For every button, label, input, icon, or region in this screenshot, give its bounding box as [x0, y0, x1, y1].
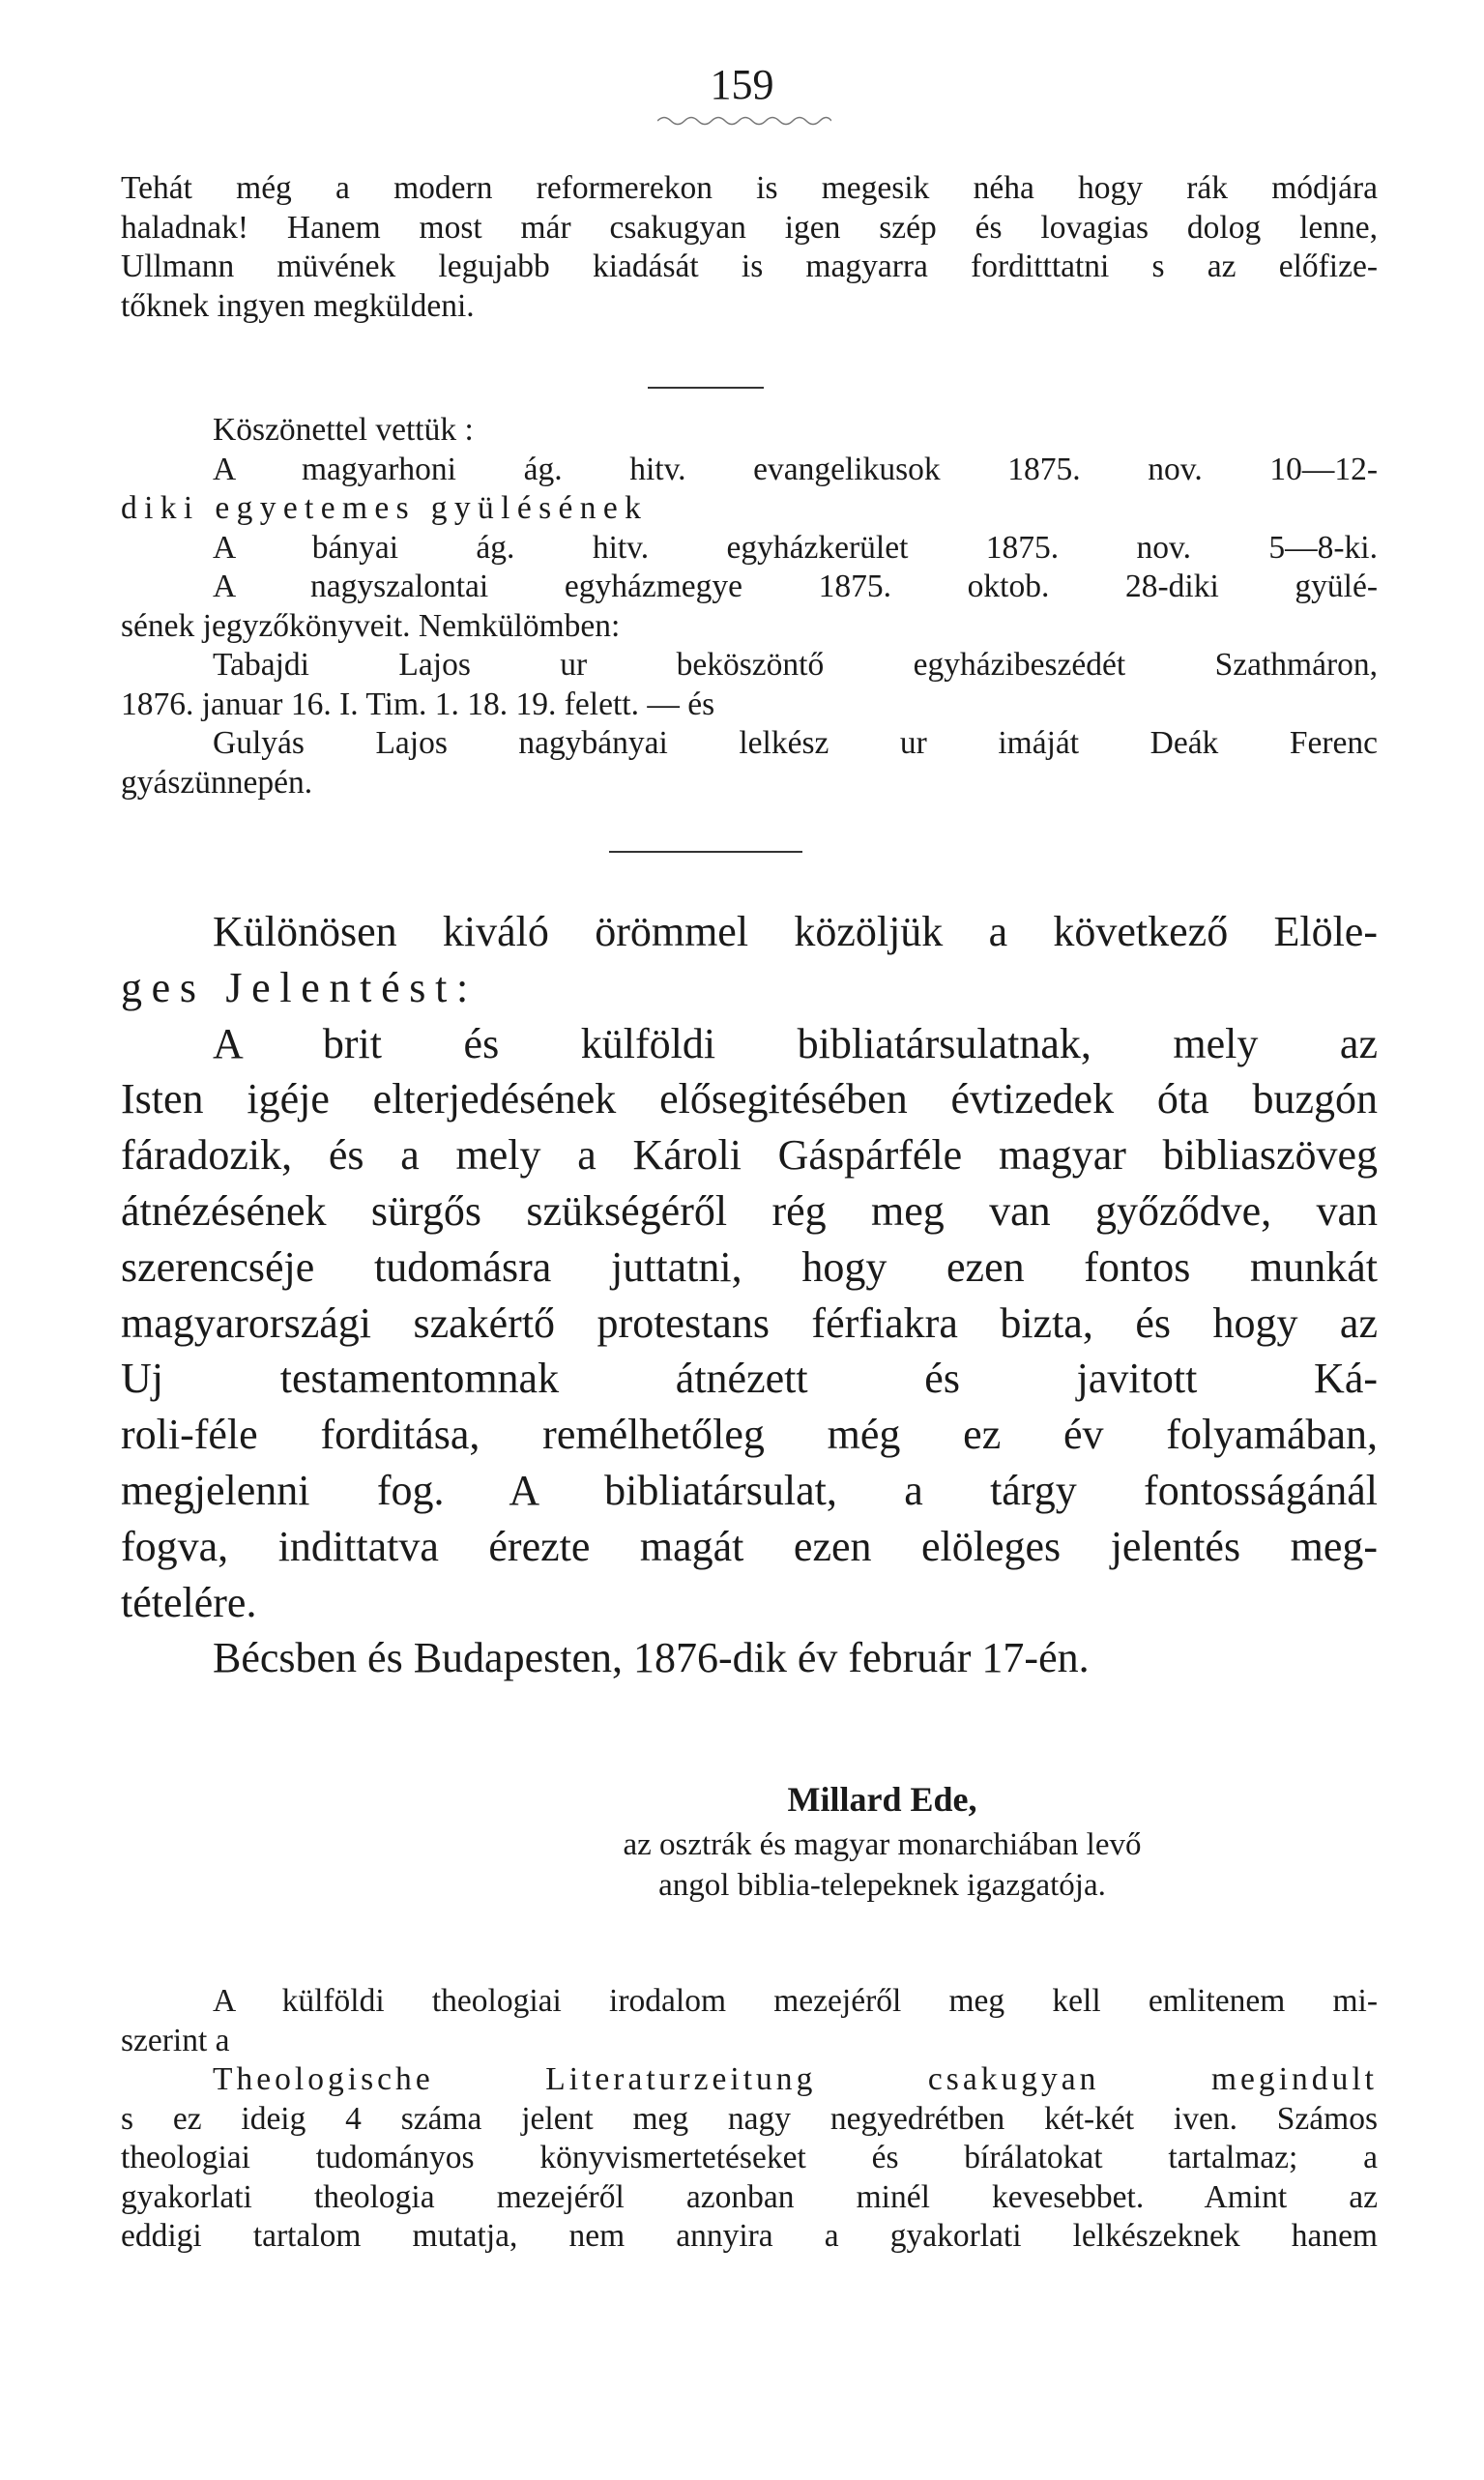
- text-line: Tabajdi Lajos ur beköszöntő egyházibeszédét Szathmáron,: [213, 647, 1378, 683]
- text-line: roli-féle forditása, remélhetőleg még ez év folyamában,: [121, 1411, 1378, 1459]
- thanks-section: [121, 411, 1378, 802]
- text-line: Uj testamentomnak átnézett és javitott Ká-: [121, 1355, 1378, 1403]
- text-line: átnézésének sürgős szükségéről rég meg van győződve, van: [121, 1186, 1378, 1235]
- text-line: megjelenni fog. A bibliatársulat, a tárgy fontosságánál: [121, 1466, 1378, 1514]
- text-line: szerint a: [121, 2022, 230, 2058]
- thanks-heading: Köszönettel vettük :: [213, 412, 474, 448]
- text-line: fogva, indittatva érezte magát ezen elöleges jelentés meg-: [121, 1522, 1378, 1570]
- report-section: [121, 904, 1378, 1686]
- text-line: A külföldi theologiai irodalom mezejéről meg kell emlitenem mi-: [213, 1983, 1378, 2019]
- signature-title: angol biblia-telepeknek igazgatója.: [658, 1868, 1106, 1903]
- final-paragraph: [121, 1982, 1378, 2257]
- intro-paragraph: [121, 169, 1378, 326]
- text-line: gyászünnepén.: [121, 764, 313, 801]
- text-line: Isten igéje elterjedésének elősegitésében évtizedek óta buzgón: [121, 1075, 1378, 1123]
- text-line: Ullmann müvének legujabb kiadását is magyarra forditttatni s az előfize-: [121, 248, 1378, 284]
- divider-rule: [648, 387, 764, 389]
- text-line: tőknek ingyen megküldeni.: [121, 287, 475, 324]
- text-line: gyakorlati theologia mezejéről azonban minél kevesebbet. Amint az: [121, 2178, 1378, 2215]
- ornament-divider: [657, 114, 831, 128]
- text-line: diki egyetemes gyülésének: [121, 490, 649, 526]
- divider-rule: [609, 851, 802, 853]
- text-line: sének jegyzőkönyveit. Nemkülömben:: [121, 607, 621, 644]
- text-line: szerencséje tudomásra juttatni, hogy ezen fontos munkát: [121, 1242, 1378, 1291]
- text-line: ges Jelentést:: [121, 963, 478, 1011]
- text-line: 1876. januar 16. I. Tim. 1. 18. 19. felett. — és: [121, 686, 715, 722]
- signature-title: az osztrák és magyar monarchiában levő: [623, 1827, 1142, 1862]
- text-line: A magyarhoni ág. hitv. evangelikusok 1875. nov. 10—12-: [213, 451, 1378, 487]
- text-line: Tehát még a modern reformerekon is megesik néha hogy rák módjára: [121, 170, 1378, 206]
- text-line: magyarországi szakértő protestans férfiakra bizta, és hogy az: [121, 1298, 1378, 1347]
- text-line: Különösen kiváló örömmel közöljük a következő Elöle-: [213, 908, 1378, 955]
- signature-name: Millard Ede,: [787, 1780, 977, 1819]
- page-number: 159: [710, 61, 774, 108]
- text-line: theologiai tudományos könyvismertetéseket és bírálatokat tartalmaz; a: [121, 2140, 1378, 2175]
- text-line: Gulyás Lajos nagybányai lelkész ur imáját Deák Ferenc: [213, 725, 1378, 761]
- text-line: Theologische Literaturzeitung csakugyan megindult: [213, 2061, 1378, 2097]
- text-line: A bányai ág. hitv. egyházkerület 1875. nov. 5—8-ki.: [213, 529, 1378, 566]
- text-line: fáradozik, és a mely a Károli Gáspárféle magyar bibliaszöveg: [121, 1131, 1378, 1180]
- text-line: s ez ideig 4 száma jelent meg nagy negyedrétben két-két iven. Számos: [121, 2100, 1378, 2137]
- text-line: A nagyszalontai egyházmegye 1875. oktob. 28-diki gyülé-: [213, 569, 1378, 604]
- text-line: haladnak! Hanem most már csakugyan igen szép és lovagias dolog lenne,: [121, 209, 1378, 246]
- text-line: eddigi tartalom mutatja, nem annyira a gyakorlati lelkészeknek hanem: [121, 2218, 1378, 2254]
- text-line: tételére.: [121, 1578, 257, 1626]
- text-line: A brit és külföldi bibliatársulatnak, mely az: [213, 1019, 1378, 1067]
- date-line: Bécsben és Budapesten, 1876-dik év február 17-én.: [213, 1634, 1090, 1682]
